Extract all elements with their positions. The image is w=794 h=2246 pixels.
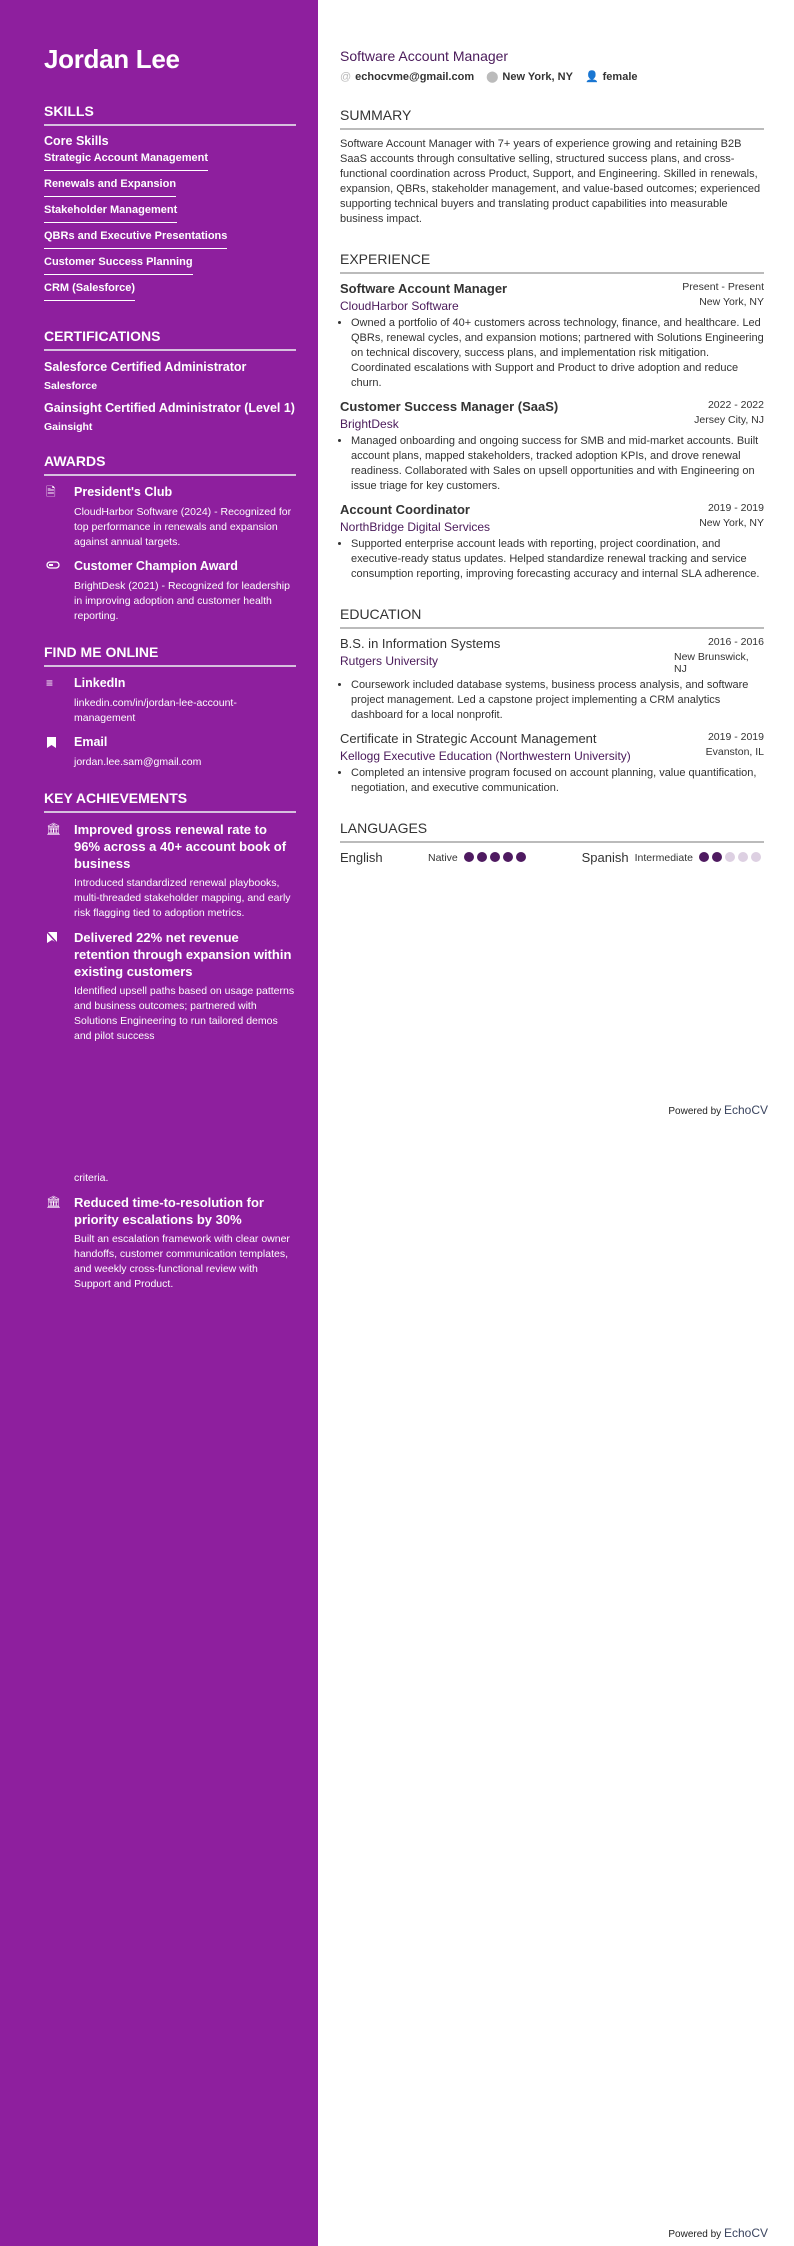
achievement-continuation	[44, 1171, 296, 1186]
flag-off-icon	[46, 931, 60, 1044]
achievement-desc: criteria.	[74, 1172, 109, 1184]
achievements-heading: KEY ACHIEVEMENTS	[44, 790, 296, 813]
location: New York, NY	[699, 517, 764, 529]
bullet: • Managed onboarding and ongoing success for SMB and mid-market accounts. Built account plans, mapped stakeholders, tracked adoption KPIs, and drove renewal readiness. Collaborated with Sales on upsell opportunities and with Engineering on issue triage for key customers.	[351, 434, 764, 494]
language-name: English	[340, 850, 383, 865]
certification-name: Salesforce Certified Administrator	[44, 360, 247, 374]
contact-location: New York, NY	[502, 71, 573, 83]
footer-brand[interactable]: EchoCV	[723, 1103, 768, 1117]
location-pin-icon: ⬤	[486, 71, 499, 83]
summary-text: Software Account Manager with 7+ years of experience growing and retaining B2B SaaS accounts through consultative selling, structured success plans, and cross-functional coordination across Product, Support, and Engineering. Skilled in renewals, expansion, QBRs, stakeholder management, and value-based outcomes; experienced supporting technical buyers and translating product capabilities into measurable business impact.	[340, 138, 761, 225]
experience-item	[340, 281, 764, 391]
job-title: Software Account Manager	[340, 48, 509, 64]
awards-heading: AWARDS	[44, 453, 296, 476]
experience-heading: EXPERIENCE	[340, 251, 764, 274]
skills-heading: SKILLS	[44, 103, 296, 126]
achievement-title: Improved gross renewal rate to 96% across a 40+ account book of business	[74, 822, 287, 871]
skill-item: QBRs and Executive Presentations	[44, 230, 227, 249]
rating-dots	[699, 850, 764, 865]
skill-group: Core Skills	[44, 134, 109, 148]
bank-icon: 🏛	[46, 1195, 62, 1209]
skill-item: Renewals and Expansion	[44, 178, 176, 197]
bullet: • Coursework included database systems, business process analysis, and software project management. Led a capstone project implementing a CRM analytics dashboard for a local nonprofit.	[351, 678, 764, 723]
linkedin-link[interactable]: linkedin.com/in/jordan-lee-account-management	[74, 697, 237, 724]
position-title: Customer Success Manager (SaaS)	[340, 399, 559, 414]
rating-dot-empty	[751, 852, 761, 862]
list-icon: ≡	[46, 676, 54, 690]
sidebar	[0, 0, 318, 1123]
language-name: Spanish	[581, 850, 629, 865]
achievement-desc: Introduced standardized renewal playbooks, multi-threaded stakeholder mapping, and early risk flagging tied to adoption metrics.	[74, 877, 291, 919]
degree: B.S. in Information Systems	[340, 636, 501, 651]
main-content	[318, 0, 794, 1123]
contact-row	[340, 70, 764, 83]
online-item[interactable]	[44, 675, 296, 726]
main-content	[318, 1123, 794, 2246]
candidate-name: Jordan Lee	[44, 44, 180, 74]
rating-dot-filled	[503, 852, 513, 862]
online-label: LinkedIn	[74, 676, 126, 690]
achievement-desc: Built an escalation framework with clear owner handoffs, customer communication templates, and weekly cross-functional review with Support and Product.	[74, 1233, 290, 1290]
company: BrightDesk	[340, 417, 399, 431]
certifications-heading: CERTIFICATIONS	[44, 328, 296, 351]
award-desc: BrightDesk (2021) - Recognized for leadership in improving adoption and customer health reporting.	[74, 580, 290, 622]
page-2	[0, 1123, 794, 2246]
location: Evanston, IL	[705, 746, 764, 758]
achievement-title: Delivered 22% net revenue retention through expansion within existing customers	[74, 930, 292, 979]
contact-gender: female	[602, 71, 638, 83]
summary-heading: SUMMARY	[340, 107, 764, 130]
award-title: Customer Champion Award	[74, 559, 238, 573]
bullet: • Owned a portfolio of 40+ customers across technology, finance, and healthcare. Led QBRs, renewal cycles, and expansion motions; partnered with Solutions Engineering on technical discovery, success plans, and implementation risk mitigation. Coordinated escalations with Support and Product to drive adoption and reduce churn.	[351, 316, 764, 391]
experience-item	[340, 502, 764, 582]
achievement-item	[44, 1194, 296, 1292]
person-icon: 👤	[584, 71, 599, 83]
rating-dot-filled	[699, 852, 709, 862]
dates: 2019 - 2019	[707, 502, 764, 514]
languages-heading: LANGUAGES	[340, 820, 764, 843]
rating-dot-filled	[477, 852, 487, 862]
experience-item	[340, 399, 764, 494]
skill-item: Stakeholder Management	[44, 204, 177, 223]
education-heading: EDUCATION	[340, 606, 764, 629]
company: CloudHarbor Software	[340, 299, 459, 313]
education-item	[340, 731, 764, 796]
dates: 2022 - 2022	[707, 399, 764, 411]
bookmark-icon	[46, 736, 60, 770]
online-heading: FIND ME ONLINE	[44, 644, 296, 667]
school: Kellogg Executive Education (Northwestern University)	[340, 749, 631, 763]
position-title: Software Account Manager	[340, 281, 508, 296]
achievement-item	[44, 821, 296, 921]
rating-dot-empty	[738, 852, 748, 862]
rating-dot-filled	[490, 852, 500, 862]
position-title: Account Coordinator	[340, 502, 470, 517]
company: NorthBridge Digital Services	[340, 520, 491, 534]
achievement-title: Reduced time-to-resolution for priority escalations by 30%	[74, 1195, 264, 1227]
footer-branding	[668, 2226, 768, 2240]
achievement-desc: Identified upsell paths based on usage patterns and business outcomes; partnered with Solutions Engineering to run tailored demos and pilot success	[74, 985, 295, 1042]
dates: Present - Present	[682, 281, 764, 293]
location: New Brunswick, NJ	[674, 651, 749, 675]
spacer	[46, 1173, 60, 1186]
language-level: Native	[428, 851, 458, 864]
rating-dot-empty	[725, 852, 735, 862]
award-title: President's Club	[74, 485, 173, 499]
toggle-icon	[46, 560, 60, 624]
bank-icon: 🏛	[46, 822, 62, 836]
email-link[interactable]: jordan.lee.sam@gmail.com	[74, 756, 202, 768]
certification-issuer: Salesforce	[44, 380, 98, 392]
award-desc: CloudHarbor Software (2024) - Recognized for top performance in renewals and expansion against annual targets.	[74, 506, 292, 548]
school: Rutgers University	[340, 654, 439, 668]
language-item	[340, 850, 529, 865]
footer-branding	[668, 1103, 768, 1117]
online-item[interactable]	[44, 734, 296, 770]
contact-email[interactable]: echocvme@gmail.com	[355, 70, 475, 83]
rating-dot-filled	[516, 852, 526, 862]
rating-dot-filled	[464, 852, 474, 862]
award-item	[44, 484, 296, 550]
dates: 2016 - 2016	[707, 636, 764, 648]
rating-dots	[464, 850, 529, 865]
bullet: • Supported enterprise account leads with reporting, project coordination, and executive-ready status updates. Helped standardize renewal tracking and service consumption reporting, improving forecasting accuracy and internal SLA adherence.	[351, 537, 764, 582]
rating-dot-filled	[712, 852, 722, 862]
award-item	[44, 558, 296, 624]
dates: 2019 - 2019	[707, 731, 764, 743]
skill-item: Customer Success Planning	[44, 256, 193, 275]
certification-issuer: Gainsight	[44, 421, 93, 433]
degree: Certificate in Strategic Account Management	[340, 731, 597, 746]
education-item	[340, 636, 764, 723]
language-item	[582, 850, 764, 865]
document-icon: 🗎	[46, 485, 56, 499]
skill-item: Strategic Account Management	[44, 152, 208, 171]
skill-item: CRM (Salesforce)	[44, 282, 135, 301]
at-icon: @	[340, 70, 352, 83]
certification-name: Gainsight Certified Administrator (Level 1)	[44, 401, 295, 415]
languages-row	[340, 850, 764, 865]
bullet: • Completed an intensive program focused on account planning, value quantification, negotiation, and executive communication.	[351, 766, 764, 796]
achievement-item	[44, 929, 296, 1044]
footer-prefix: Powered by	[668, 2229, 722, 2240]
sidebar	[0, 1123, 318, 2246]
footer-prefix: Powered by	[668, 1106, 722, 1117]
skills-list	[44, 152, 296, 308]
online-label: Email	[74, 735, 108, 749]
location: New York, NY	[699, 296, 764, 308]
language-level: Intermediate	[634, 851, 693, 864]
footer-brand[interactable]: EchoCV	[723, 2226, 768, 2240]
location: Jersey City, NJ	[694, 414, 764, 426]
